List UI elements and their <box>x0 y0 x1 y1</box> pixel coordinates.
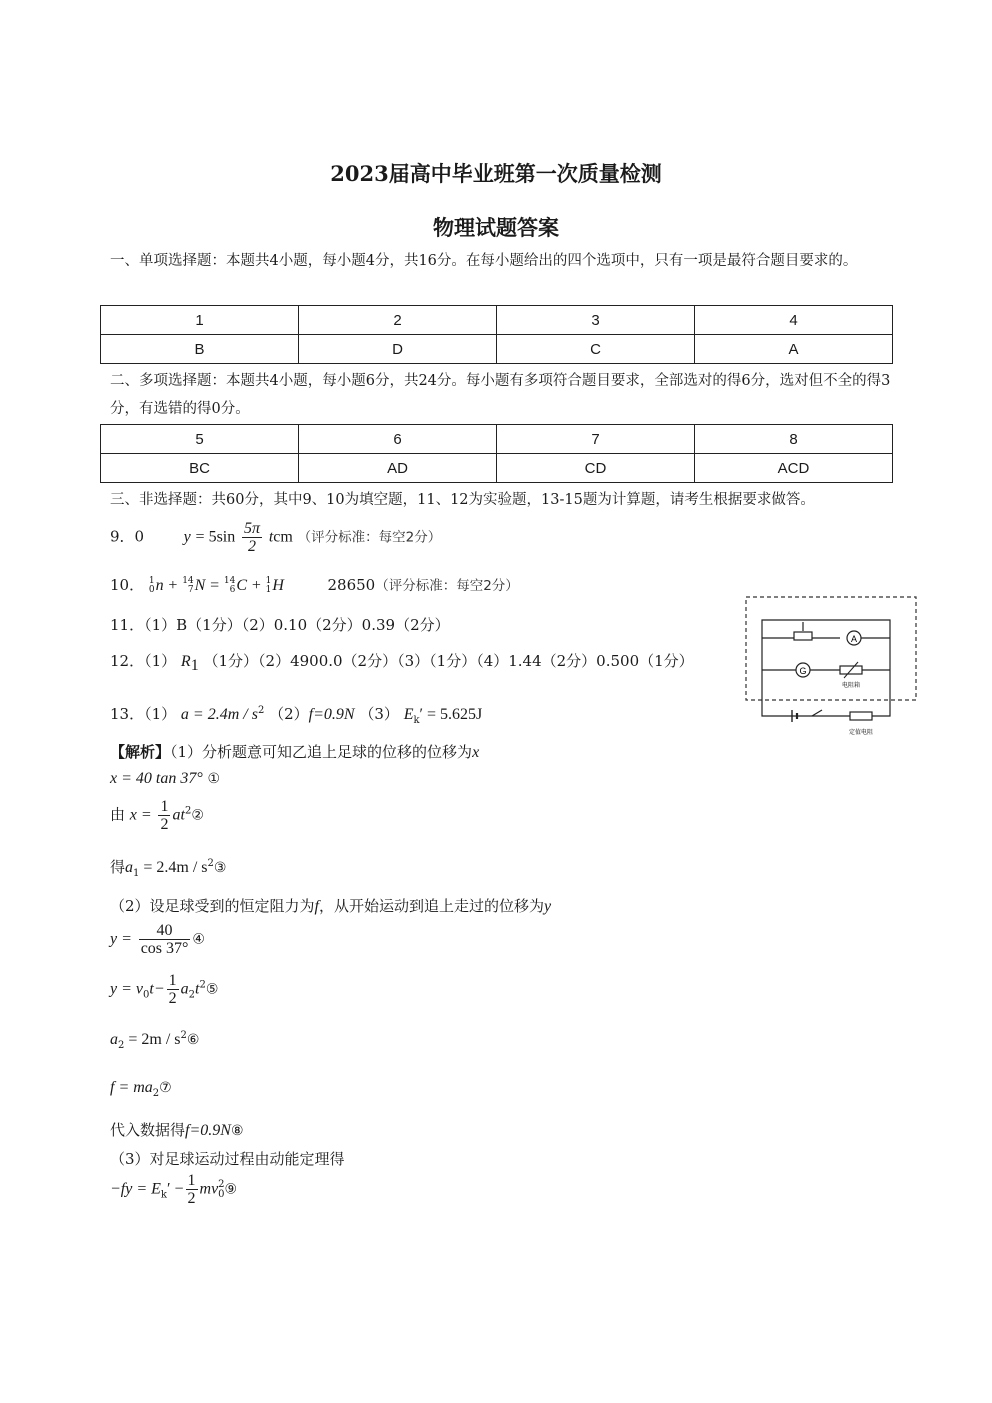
q9-frac-den: 2 <box>248 538 257 555</box>
table-header-row <box>101 425 893 454</box>
table-header-cell: 7 <box>497 425 695 454</box>
q9-note: （评分标准：每空2分） <box>297 529 442 546</box>
table-answer-cell: AD <box>299 454 497 483</box>
q10-number: 10． <box>110 576 145 594</box>
section3-instructions: 三、非选择题：共60分，其中9、10为填空题，11、12为实验题，13-15题为计算题，请考生根据要求做答。 <box>110 492 815 508</box>
galvanometer-label: G <box>799 666 807 676</box>
q10-N-iso: 14 7 <box>182 576 194 595</box>
table-header-row <box>101 306 893 335</box>
equation-9: $-fy = E_k'$ − $\frac{1}{2}$ mv2 0⑨ <box>110 1172 238 1207</box>
equation-4: y = $\frac{40}{\cos 37^\circ}$ ④ <box>110 922 205 957</box>
table-answer-cell: ACD <box>695 454 893 483</box>
fixed-resistor-icon <box>850 712 872 720</box>
section1-answer-table <box>100 305 893 364</box>
switch-icon <box>812 710 822 716</box>
table-answer-cell: B <box>101 335 299 364</box>
equation-1: x = 40 tan 37° ① <box>110 770 221 787</box>
circuit-diagram <box>740 592 922 740</box>
q11-answer: 11．（1）B（1分）（2）0.10（2分）0.39（2分） <box>110 616 450 634</box>
equation-7: $f = ma_2⑦$ <box>110 1079 172 1099</box>
equation-3: 得$a_1 = 2.4m$ / $s^2③$ <box>110 858 227 879</box>
table-answer-row <box>101 454 893 483</box>
rheostat-icon <box>794 632 812 640</box>
equation-2: 由 x = $\frac{1}{2}$ $at^2②$ <box>110 798 204 833</box>
q9-number: 9．0 <box>110 527 145 546</box>
analysis-part2: （2）设足球受到的恒定阻力为f，从开始运动到追上走过的位移为y <box>110 897 552 915</box>
table-header-cell: 1 <box>101 306 299 335</box>
q9-frac-num: 5π <box>244 520 261 537</box>
equation-6: $a_2 = 2m$ / $s^2⑥$ <box>110 1030 200 1051</box>
q13-answer: 13．（1） $a = 2.4m / s^2$ （2）f=0.9N （3） $E_k' = 5.625J$ <box>110 705 483 726</box>
table-header-cell: 8 <box>695 425 893 454</box>
q10-H-iso: 1 1 <box>265 576 272 595</box>
analysis-intro: 【解析】（1）分析题意可知乙追上足球的位移的位移为x <box>110 743 480 761</box>
q9-eq-tail: t <box>268 528 274 546</box>
page-subtitle: 物理试题答案 <box>433 215 559 240</box>
table-answer-cell: CD <box>497 454 695 483</box>
section2-instructions: 二、多项选择题：本题共4小题，每小题6分，共24分。每小题有多项符合题目要求，全部选对的得6分，选对但不全的得3分，有选错的得0分。 <box>110 373 891 417</box>
q9-eq-lhs: y <box>183 528 191 546</box>
table-header-cell: 6 <box>299 425 497 454</box>
q10-C-iso: 14 6 <box>223 576 236 595</box>
resistance-box-label: 电阻箱 <box>841 682 861 689</box>
q10-value: 28650 <box>327 576 376 594</box>
section2-answer-table <box>100 424 893 483</box>
table-answer-cell: D <box>299 335 497 364</box>
table-header-cell: 4 <box>695 306 893 335</box>
table-header-cell: 5 <box>101 425 299 454</box>
q12-answer: 12．（1） $R_1$ （1分）（2）4900.0（2分）（3）（1分）（4）1.44（2分）0.500（1分） <box>110 652 694 674</box>
ammeter-label: A <box>850 634 858 644</box>
q9-fraction <box>242 520 262 555</box>
q9-unit: cm <box>273 528 293 546</box>
table-answer-cell: BC <box>101 454 299 483</box>
q10-note: （评分标准：每空2分） <box>375 578 519 594</box>
equation-5: $y = v_0t-$ $\frac{1}{2}$ $a_2t^2⑤$ <box>110 972 219 1007</box>
table-answer-cell: A <box>695 335 893 364</box>
table-header-cell: 2 <box>299 306 497 335</box>
q10-answer: 10． 1 0n + 14 7N = 14 6C + 1 1H 28650（评分标准：每空2分） <box>110 576 519 595</box>
page-title: 2023届高中毕业班第一次质量检测 <box>330 161 662 186</box>
table-answer-cell: C <box>497 335 695 364</box>
q9-eq-mid: = 5sin <box>195 528 236 546</box>
analysis-heading: 【解析】 <box>110 743 171 761</box>
table-header-cell: 3 <box>497 306 695 335</box>
analysis-part3: （3）对足球运动过程由动能定理得 <box>110 1150 345 1168</box>
section1-instructions: 一、单项选择题：本题共4小题，每小题4分，共16分。在每小题给出的四个选项中，只有一项是最符合题目要求的。 <box>110 253 858 269</box>
table-answer-row <box>101 335 893 364</box>
q10-n-iso: 1 0 <box>148 576 155 595</box>
equation-8: 代入数据得f=0.9N⑧ <box>110 1121 244 1139</box>
q9-answer <box>110 520 441 555</box>
fixed-resistor-label: 定值电阻 <box>848 729 874 736</box>
